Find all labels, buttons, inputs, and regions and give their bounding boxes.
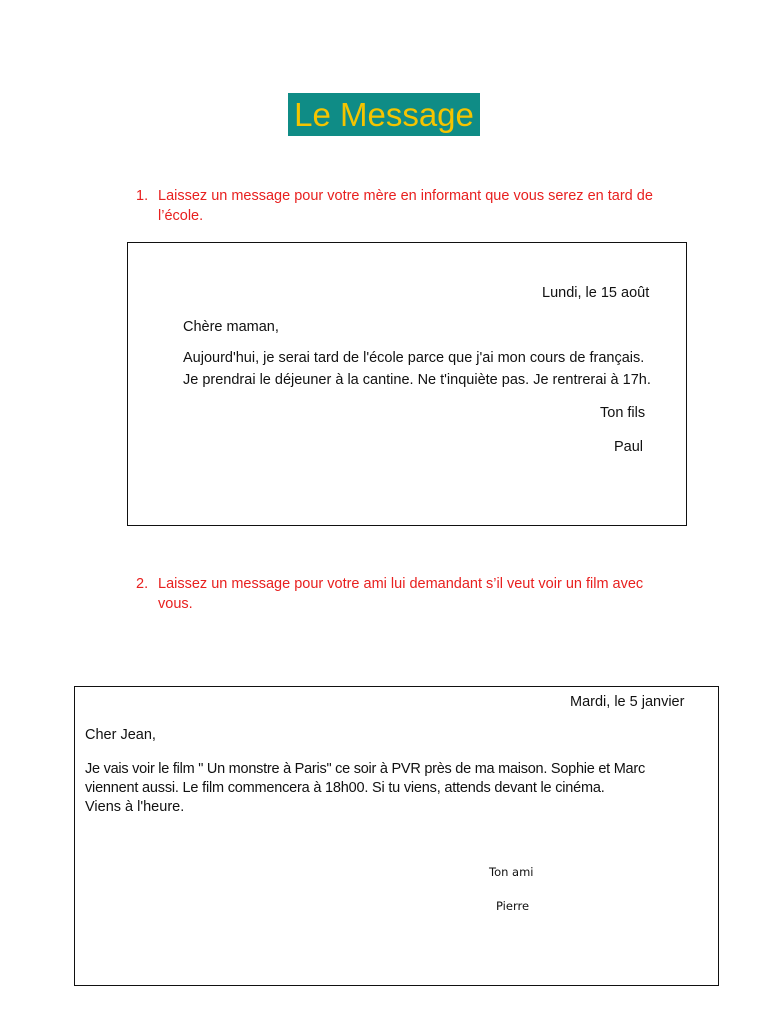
message-closing: Ton ami	[489, 865, 534, 879]
page-title: Le Message	[288, 93, 480, 136]
message-date: Mardi, le 5 janvier	[570, 694, 685, 710]
message-body-line: Viens à l'heure.	[85, 799, 185, 815]
instruction-text: Laissez un message pour votre ami lui demandant s’il veut voir un film avec vous.	[158, 576, 644, 612]
message-signature: Paul	[614, 439, 644, 455]
message-greeting: Chère maman,	[183, 319, 279, 335]
instruction-1	[136, 186, 686, 226]
instruction-2	[136, 574, 686, 614]
message-box-1	[127, 242, 687, 526]
message-date: Lundi, le 15 août	[542, 285, 650, 301]
message-closing: Ton fils	[600, 405, 646, 421]
message-box-2	[74, 686, 719, 986]
message-body-line: Je vais voir le film " Un monstre à Paris" ce soir à PVR près de ma maison. Sophie et Marc	[85, 761, 645, 777]
message-greeting: Cher Jean,	[85, 727, 156, 743]
message-body-line: Je prendrai le déjeuner à la cantine. Ne t'inquiète pas. Je rentrerai à 17h.	[183, 372, 651, 388]
instruction-number: 2.	[136, 576, 149, 592]
instruction-text: Laissez un message pour votre mère en informant que vous serez en tard de l’école.	[158, 188, 653, 224]
message-signature: Pierre	[496, 899, 530, 913]
message-body-line: viennent aussi. Le film commencera à 18h00. Si tu viens, attends devant le cinéma.	[85, 780, 605, 796]
instruction-number: 1.	[136, 188, 149, 204]
message-body-line: Aujourd'hui, je serai tard de l'école parce que j'ai mon cours de français.	[183, 350, 645, 366]
